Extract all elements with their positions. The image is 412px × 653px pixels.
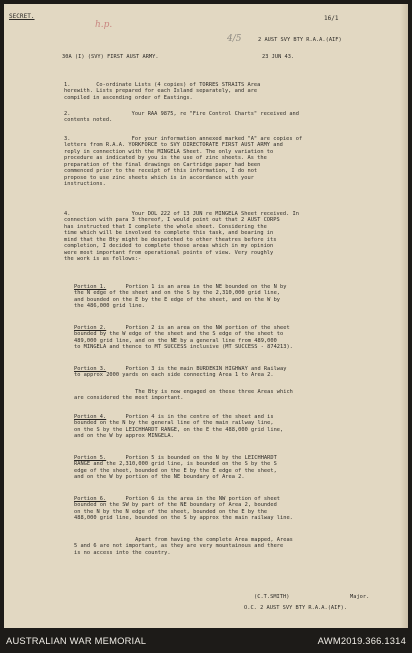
portion-1: Portion 1. Portion 1 is an area in the NE bounded on the N by the N edge of the sheet and on the S by the 2,310,000 grid line, and bounded on the E by the E edge of the sheet, and on the W by the 486,000 grid line. xyxy=(74,284,287,310)
areas-note: The Bty is now engaged on these three Areas which are considered the most important. xyxy=(74,389,293,402)
reference-line: 30A (I) (SVY) FIRST AUST ARMY. xyxy=(62,54,159,60)
document-page xyxy=(4,4,408,628)
portion-6: Portion 6. Portion 6 is the area in the NW portion of sheet bounded on the SW by part of the NE boundary of Area 2, bounded on the N by the N edge of the sheet, bounded on the E by the 488,000 grid line, bounded on the S by approx the main railway line. xyxy=(74,496,293,522)
portion-5: Portion 5. Portion 5 is bounded on the N by the LEICHHARDT RANGE and the 2,310,000 grid line, is bounded on the S by the S edge of the sheet, bounded on the E by the E edge of the sheet, and on the W by portion of the NE boundary of Area 2. xyxy=(74,455,277,481)
portion-6-label: Portion 6. xyxy=(74,496,107,502)
portion-2-label: Portion 2. xyxy=(74,325,107,331)
closing-paragraph: Apart from having the complete Area mapped, Areas 5 and 6 are not important, as they are very mountainous and there is no access into the country. xyxy=(74,537,293,556)
paragraph-3: 3. For your information annexed marked "A" are copies of letters from R.A.A. YORKFORCE to SVY DIRECTORATE FIRST AUST ARMY and reply in connection with the MINGELA Sheet. The only variation to procedure as indicated by you is the use of zinc sheets. As the preparation of the final drawings on Cartridge paper had been commenced prior to the receipt of this information, I do not propose to use zinc sheets which is in accordance with your instructions. xyxy=(64,136,303,188)
archive-reference: AWM2019.366.1314 xyxy=(317,635,406,646)
paragraph-4: 4. Your DOL 222 of 13 JUN re MINGELA Sheet received. In connection with para 3 thereof, I would point out that 2 AUST CORPS has instructed that I complete the whole sheet. Considering the time which will be involved to complete this task, and bearing in mind that the Bty might be despatched to other theatres before its completion, I decided to complete those areas which in my opinion were most important from operational points of view. Very roughly the work is as follows:- xyxy=(64,211,299,263)
portion-1-label: Portion 1. xyxy=(74,284,107,290)
signature-name: (C.T.SMITH) xyxy=(254,594,290,600)
signature-rank: Major. xyxy=(350,594,370,600)
document-date: 23 JUN 43. xyxy=(262,54,295,60)
archive-footer xyxy=(0,628,412,653)
portion-4-label: Portion 4. xyxy=(74,414,107,420)
portion-2: Portion 2. Portion 2 is an area on the NW portion of the sheet bounded by the W edge of the sheet and the S edge of the sheet to 489,000 grid line, and on the NE by a general line from 489,000 to MINGELA and thence to MT SUCCESS inclusive (MT SUCCESS - 874213). xyxy=(74,325,293,351)
portion-5-label: Portion 5. xyxy=(74,455,107,461)
paragraph-2: 2. Your RAA 9875, re "Fire Control Charts" received and contents noted. xyxy=(64,111,299,124)
classification-stamp: SECRET. xyxy=(9,13,35,20)
portion-3: Portion 3. Portion 3 is the main BURDEKIN HIGHWAY and Railway to approx 2000 yards on each side connecting Area 1 to Area 2. xyxy=(74,366,287,379)
paragraph-1: 1. Co-ordinate Lists (4 copies) of TORRES STRAITS Area herewith. Lists prepared for each Island separately, and are compiled in ascending order of Eastings. xyxy=(64,82,261,101)
signature-title: O.C. 2 AUST SVY BTY R.A.A.(AIF). xyxy=(244,605,348,611)
pencil-annotation: 4/5 xyxy=(227,34,242,44)
handwritten-annotation: h.p. xyxy=(95,20,113,30)
portion-3-label: Portion 3. xyxy=(74,366,107,372)
archive-name: AUSTRALIAN WAR MEMORIAL xyxy=(6,635,147,646)
file-reference: 16/1 xyxy=(324,15,339,22)
portion-4: Portion 4. Portion 4 is in the centre of the sheet and is bounded on the N by the general line of the main railway line, on the S by the LEICHHARDT RANGE, on the E the 488,000 grid line, and on the W by approx MINGELA. xyxy=(74,414,284,440)
to-unit: 2 AUST SVY BTY R.A.A.(AIF) xyxy=(258,37,342,43)
